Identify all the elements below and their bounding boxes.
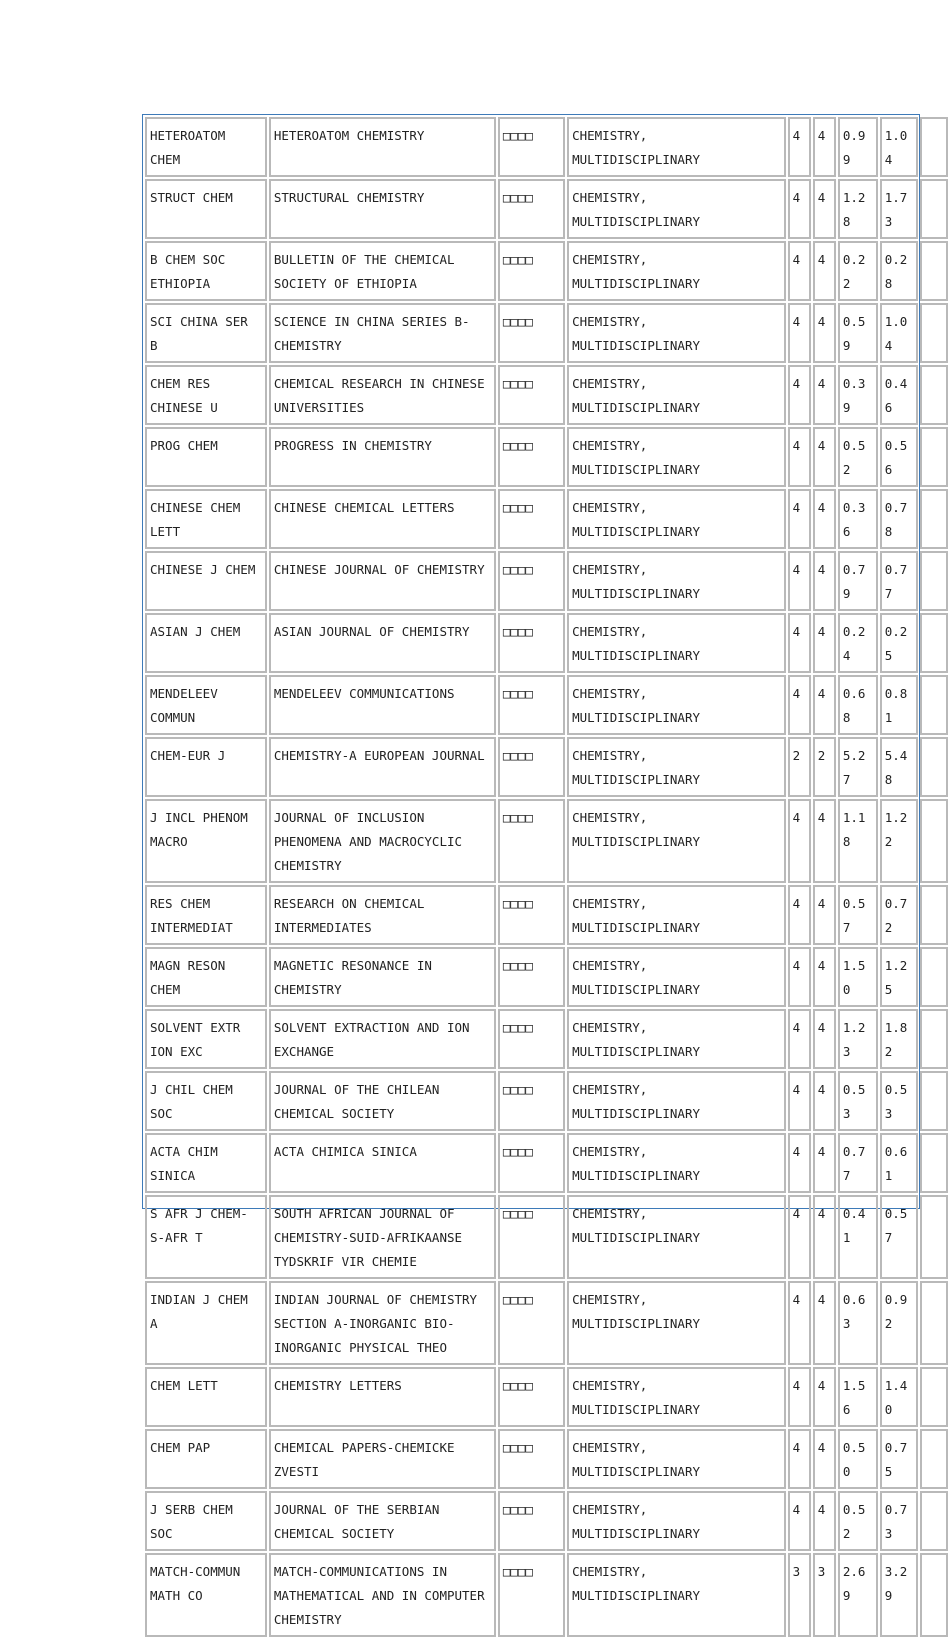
empty-cell — [920, 427, 948, 487]
impact-factor-2-cell: 0.75 — [880, 1429, 918, 1489]
table-row — [145, 303, 948, 363]
category-cell: □□□□ — [498, 1429, 565, 1489]
quartile-1-cell: 4 — [788, 1009, 811, 1069]
journal-title-cell: STRUCTURAL CHEMISTRY — [269, 179, 496, 239]
impact-factor-2-cell: 1.40 — [880, 1367, 918, 1427]
empty-cell — [920, 365, 948, 425]
impact-factor-2-cell: 0.72 — [880, 885, 918, 945]
quartile-2-cell: 4 — [813, 1195, 836, 1279]
journal-title-cell: CHINESE CHEMICAL LETTERS — [269, 489, 496, 549]
subject-field-cell: CHEMISTRY, MULTIDISCIPLINARY — [567, 1429, 786, 1489]
subject-field-cell: CHEMISTRY, MULTIDISCIPLINARY — [567, 489, 786, 549]
quartile-1-cell: 4 — [788, 365, 811, 425]
quartile-1-cell: 4 — [788, 613, 811, 673]
subject-field-cell: CHEMISTRY, MULTIDISCIPLINARY — [567, 1133, 786, 1193]
quartile-1-cell: 4 — [788, 675, 811, 735]
quartile-1-cell: 4 — [788, 1071, 811, 1131]
quartile-2-cell: 4 — [813, 1367, 836, 1427]
subject-field-cell: CHEMISTRY, MULTIDISCIPLINARY — [567, 1281, 786, 1365]
journal-title-cell: PROGRESS IN CHEMISTRY — [269, 427, 496, 487]
impact-factor-2-cell: 1.04 — [880, 303, 918, 363]
impact-factor-1-cell: 2.69 — [838, 1553, 878, 1637]
impact-factor-1-cell: 0.57 — [838, 885, 878, 945]
category-cell: □□□□ — [498, 1367, 565, 1427]
table-row — [145, 1281, 948, 1365]
quartile-2-cell: 4 — [813, 241, 836, 301]
impact-factor-1-cell: 0.77 — [838, 1133, 878, 1193]
impact-factor-2-cell: 0.81 — [880, 675, 918, 735]
journal-title-cell: SOLVENT EXTRACTION AND ION EXCHANGE — [269, 1009, 496, 1069]
category-cell: □□□□ — [498, 365, 565, 425]
category-cell: □□□□ — [498, 799, 565, 883]
empty-cell — [920, 551, 948, 611]
impact-factor-1-cell: 0.22 — [838, 241, 878, 301]
quartile-1-cell: 3 — [788, 1553, 811, 1637]
quartile-2-cell: 4 — [813, 117, 836, 177]
quartile-1-cell: 4 — [788, 117, 811, 177]
journal-title-cell: CHEMISTRY-A EUROPEAN JOURNAL — [269, 737, 496, 797]
subject-field-cell: CHEMISTRY, MULTIDISCIPLINARY — [567, 1553, 786, 1637]
impact-factor-2-cell: 0.92 — [880, 1281, 918, 1365]
category-cell: □□□□ — [498, 427, 565, 487]
category-cell: □□□□ — [498, 117, 565, 177]
journal-abbreviation-cell: INDIAN J CHEM A — [145, 1281, 267, 1365]
subject-field-cell: CHEMISTRY, MULTIDISCIPLINARY — [567, 885, 786, 945]
journal-abbreviation-cell: PROG CHEM — [145, 427, 267, 487]
quartile-1-cell: 4 — [788, 1195, 811, 1279]
journal-abbreviation-cell: MENDELEEV COMMUN — [145, 675, 267, 735]
quartile-2-cell: 4 — [813, 947, 836, 1007]
journal-title-cell: JOURNAL OF INCLUSION PHENOMENA AND MACROCYCLIC CHEMISTRY — [269, 799, 496, 883]
empty-cell — [920, 947, 948, 1007]
subject-field-cell: CHEMISTRY, MULTIDISCIPLINARY — [567, 675, 786, 735]
category-cell: □□□□ — [498, 1195, 565, 1279]
journal-title-cell: BULLETIN OF THE CHEMICAL SOCIETY OF ETHIOPIA — [269, 241, 496, 301]
category-cell: □□□□ — [498, 1133, 565, 1193]
impact-factor-2-cell: 1.73 — [880, 179, 918, 239]
impact-factor-2-cell: 1.82 — [880, 1009, 918, 1069]
quartile-1-cell: 4 — [788, 799, 811, 883]
table-row — [145, 1553, 948, 1637]
impact-factor-2-cell: 0.56 — [880, 427, 918, 487]
journal-title-cell: RESEARCH ON CHEMICAL INTERMEDIATES — [269, 885, 496, 945]
empty-cell — [920, 675, 948, 735]
journal-title-cell: JOURNAL OF THE CHILEAN CHEMICAL SOCIETY — [269, 1071, 496, 1131]
subject-field-cell: CHEMISTRY, MULTIDISCIPLINARY — [567, 947, 786, 1007]
empty-cell — [920, 1071, 948, 1131]
subject-field-cell: CHEMISTRY, MULTIDISCIPLINARY — [567, 241, 786, 301]
journal-table — [143, 115, 950, 1639]
subject-field-cell: CHEMISTRY, MULTIDISCIPLINARY — [567, 1367, 786, 1427]
journal-title-cell: INDIAN JOURNAL OF CHEMISTRY SECTION A-INORGANIC BIO-INORGANIC PHYSICAL THEO — [269, 1281, 496, 1365]
category-cell: □□□□ — [498, 613, 565, 673]
journal-abbreviation-cell: MATCH-COMMUN MATH CO — [145, 1553, 267, 1637]
category-cell: □□□□ — [498, 737, 565, 797]
journal-abbreviation-cell: J SERB CHEM SOC — [145, 1491, 267, 1551]
quartile-1-cell: 4 — [788, 1429, 811, 1489]
journal-abbreviation-cell: J INCL PHENOM MACRO — [145, 799, 267, 883]
impact-factor-1-cell: 5.27 — [838, 737, 878, 797]
table-row — [145, 241, 948, 301]
subject-field-cell: CHEMISTRY, MULTIDISCIPLINARY — [567, 365, 786, 425]
subject-field-cell: CHEMISTRY, MULTIDISCIPLINARY — [567, 1071, 786, 1131]
quartile-1-cell: 4 — [788, 1281, 811, 1365]
category-cell: □□□□ — [498, 1071, 565, 1131]
empty-cell — [920, 885, 948, 945]
table-row — [145, 1071, 948, 1131]
empty-cell — [920, 799, 948, 883]
quartile-1-cell: 4 — [788, 489, 811, 549]
journal-title-cell: MENDELEEV COMMUNICATIONS — [269, 675, 496, 735]
journal-abbreviation-cell: ASIAN J CHEM — [145, 613, 267, 673]
table-row — [145, 427, 948, 487]
impact-factor-2-cell: 3.29 — [880, 1553, 918, 1637]
quartile-2-cell: 4 — [813, 1009, 836, 1069]
impact-factor-1-cell: 0.36 — [838, 489, 878, 549]
impact-factor-1-cell: 0.41 — [838, 1195, 878, 1279]
quartile-2-cell: 4 — [813, 303, 836, 363]
category-cell: □□□□ — [498, 885, 565, 945]
impact-factor-1-cell: 0.68 — [838, 675, 878, 735]
subject-field-cell: CHEMISTRY, MULTIDISCIPLINARY — [567, 613, 786, 673]
quartile-1-cell: 4 — [788, 551, 811, 611]
impact-factor-1-cell: 1.18 — [838, 799, 878, 883]
journal-abbreviation-cell: STRUCT CHEM — [145, 179, 267, 239]
impact-factor-2-cell: 0.28 — [880, 241, 918, 301]
category-cell: □□□□ — [498, 1491, 565, 1551]
journal-abbreviation-cell: MAGN RESON CHEM — [145, 947, 267, 1007]
empty-cell — [920, 1553, 948, 1637]
journal-abbreviation-cell: RES CHEM INTERMEDIAT — [145, 885, 267, 945]
impact-factor-2-cell: 1.25 — [880, 947, 918, 1007]
quartile-2-cell: 4 — [813, 1281, 836, 1365]
quartile-2-cell: 3 — [813, 1553, 836, 1637]
impact-factor-1-cell: 0.79 — [838, 551, 878, 611]
journal-abbreviation-cell: SOLVENT EXTR ION EXC — [145, 1009, 267, 1069]
journal-abbreviation-cell: CHINESE J CHEM — [145, 551, 267, 611]
impact-factor-1-cell: 0.63 — [838, 1281, 878, 1365]
journal-title-cell: CHINESE JOURNAL OF CHEMISTRY — [269, 551, 496, 611]
subject-field-cell: CHEMISTRY, MULTIDISCIPLINARY — [567, 737, 786, 797]
table-row — [145, 947, 948, 1007]
table-row — [145, 117, 948, 177]
impact-factor-2-cell: 0.46 — [880, 365, 918, 425]
table-row — [145, 551, 948, 611]
category-cell: □□□□ — [498, 947, 565, 1007]
empty-cell — [920, 1367, 948, 1427]
quartile-1-cell: 4 — [788, 241, 811, 301]
quartile-1-cell: 4 — [788, 947, 811, 1007]
subject-field-cell: CHEMISTRY, MULTIDISCIPLINARY — [567, 799, 786, 883]
empty-cell — [920, 737, 948, 797]
quartile-1-cell: 4 — [788, 1491, 811, 1551]
quartile-2-cell: 4 — [813, 675, 836, 735]
category-cell: □□□□ — [498, 1281, 565, 1365]
category-cell: □□□□ — [498, 675, 565, 735]
quartile-2-cell: 4 — [813, 427, 836, 487]
journal-abbreviation-cell: J CHIL CHEM SOC — [145, 1071, 267, 1131]
category-cell: □□□□ — [498, 1553, 565, 1637]
impact-factor-2-cell: 5.48 — [880, 737, 918, 797]
journal-title-cell: SCIENCE IN CHINA SERIES B-CHEMISTRY — [269, 303, 496, 363]
category-cell: □□□□ — [498, 551, 565, 611]
impact-factor-2-cell: 1.04 — [880, 117, 918, 177]
impact-factor-1-cell: 1.50 — [838, 947, 878, 1007]
subject-field-cell: CHEMISTRY, MULTIDISCIPLINARY — [567, 1195, 786, 1279]
subject-field-cell: CHEMISTRY, MULTIDISCIPLINARY — [567, 303, 786, 363]
journal-title-cell: ASIAN JOURNAL OF CHEMISTRY — [269, 613, 496, 673]
journal-abbreviation-cell: ACTA CHIM SINICA — [145, 1133, 267, 1193]
empty-cell — [920, 303, 948, 363]
journal-abbreviation-cell: CHINESE CHEM LETT — [145, 489, 267, 549]
journal-abbreviation-cell: B CHEM SOC ETHIOPIA — [145, 241, 267, 301]
impact-factor-1-cell: 0.39 — [838, 365, 878, 425]
journal-abbreviation-cell: CHEM PAP — [145, 1429, 267, 1489]
impact-factor-2-cell: 0.73 — [880, 1491, 918, 1551]
quartile-2-cell: 4 — [813, 1491, 836, 1551]
journal-title-cell: MATCH-COMMUNICATIONS IN MATHEMATICAL AND IN COMPUTER CHEMISTRY — [269, 1553, 496, 1637]
impact-factor-1-cell: 0.52 — [838, 1491, 878, 1551]
empty-cell — [920, 241, 948, 301]
impact-factor-2-cell: 0.77 — [880, 551, 918, 611]
empty-cell — [920, 1133, 948, 1193]
table-row — [145, 1491, 948, 1551]
impact-factor-2-cell: 1.22 — [880, 799, 918, 883]
table-row — [145, 885, 948, 945]
journal-abbreviation-cell: CHEM-EUR J — [145, 737, 267, 797]
category-cell: □□□□ — [498, 1009, 565, 1069]
quartile-1-cell: 4 — [788, 885, 811, 945]
impact-factor-1-cell: 0.24 — [838, 613, 878, 673]
quartile-2-cell: 4 — [813, 551, 836, 611]
table-row — [145, 799, 948, 883]
table-row — [145, 613, 948, 673]
quartile-2-cell: 4 — [813, 1133, 836, 1193]
subject-field-cell: CHEMISTRY, MULTIDISCIPLINARY — [567, 1491, 786, 1551]
journal-title-cell: SOUTH AFRICAN JOURNAL OF CHEMISTRY-SUID-AFRIKAANSE TYDSKRIF VIR CHEMIE — [269, 1195, 496, 1279]
impact-factor-1-cell: 0.52 — [838, 427, 878, 487]
empty-cell — [920, 1009, 948, 1069]
impact-factor-2-cell: 0.78 — [880, 489, 918, 549]
empty-cell — [920, 1491, 948, 1551]
subject-field-cell: CHEMISTRY, MULTIDISCIPLINARY — [567, 1009, 786, 1069]
journal-abbreviation-cell: HETEROATOM CHEM — [145, 117, 267, 177]
category-cell: □□□□ — [498, 303, 565, 363]
quartile-2-cell: 4 — [813, 1071, 836, 1131]
journal-abbreviation-cell: CHEM RES CHINESE U — [145, 365, 267, 425]
journal-title-cell: ACTA CHIMICA SINICA — [269, 1133, 496, 1193]
table-row — [145, 675, 948, 735]
category-cell: □□□□ — [498, 241, 565, 301]
category-cell: □□□□ — [498, 489, 565, 549]
table-row — [145, 365, 948, 425]
quartile-1-cell: 4 — [788, 179, 811, 239]
journal-abbreviation-cell: S AFR J CHEM-S-AFR T — [145, 1195, 267, 1279]
impact-factor-2-cell: 0.57 — [880, 1195, 918, 1279]
table-row — [145, 489, 948, 549]
table-row — [145, 737, 948, 797]
quartile-2-cell: 4 — [813, 1429, 836, 1489]
impact-factor-1-cell: 1.23 — [838, 1009, 878, 1069]
empty-cell — [920, 489, 948, 549]
impact-factor-1-cell: 0.53 — [838, 1071, 878, 1131]
journal-abbreviation-cell: CHEM LETT — [145, 1367, 267, 1427]
impact-factor-2-cell: 0.61 — [880, 1133, 918, 1193]
subject-field-cell: CHEMISTRY, MULTIDISCIPLINARY — [567, 427, 786, 487]
empty-cell — [920, 613, 948, 673]
subject-field-cell: CHEMISTRY, MULTIDISCIPLINARY — [567, 179, 786, 239]
table-row — [145, 1367, 948, 1427]
quartile-2-cell: 4 — [813, 885, 836, 945]
quartile-1-cell: 4 — [788, 1367, 811, 1427]
impact-factor-2-cell: 0.25 — [880, 613, 918, 673]
impact-factor-1-cell: 1.28 — [838, 179, 878, 239]
empty-cell — [920, 1195, 948, 1279]
impact-factor-1-cell: 0.59 — [838, 303, 878, 363]
journal-abbreviation-cell: SCI CHINA SER B — [145, 303, 267, 363]
quartile-1-cell: 4 — [788, 303, 811, 363]
quartile-2-cell: 4 — [813, 799, 836, 883]
table-row — [145, 1009, 948, 1069]
quartile-1-cell: 4 — [788, 1133, 811, 1193]
category-cell: □□□□ — [498, 179, 565, 239]
subject-field-cell: CHEMISTRY, MULTIDISCIPLINARY — [567, 551, 786, 611]
impact-factor-1-cell: 0.99 — [838, 117, 878, 177]
impact-factor-1-cell: 0.50 — [838, 1429, 878, 1489]
journal-title-cell: MAGNETIC RESONANCE IN CHEMISTRY — [269, 947, 496, 1007]
impact-factor-2-cell: 0.53 — [880, 1071, 918, 1131]
quartile-1-cell: 4 — [788, 427, 811, 487]
table-row — [145, 1195, 948, 1279]
journal-title-cell: CHEMISTRY LETTERS — [269, 1367, 496, 1427]
table-body — [145, 117, 948, 1637]
empty-cell — [920, 179, 948, 239]
journal-title-cell: JOURNAL OF THE SERBIAN CHEMICAL SOCIETY — [269, 1491, 496, 1551]
journal-title-cell: CHEMICAL PAPERS-CHEMICKE ZVESTI — [269, 1429, 496, 1489]
quartile-2-cell: 2 — [813, 737, 836, 797]
quartile-2-cell: 4 — [813, 179, 836, 239]
impact-factor-1-cell: 1.56 — [838, 1367, 878, 1427]
quartile-2-cell: 4 — [813, 365, 836, 425]
empty-cell — [920, 1281, 948, 1365]
table-row — [145, 179, 948, 239]
quartile-2-cell: 4 — [813, 489, 836, 549]
quartile-1-cell: 2 — [788, 737, 811, 797]
empty-cell — [920, 1429, 948, 1489]
table-row — [145, 1133, 948, 1193]
subject-field-cell: CHEMISTRY, MULTIDISCIPLINARY — [567, 117, 786, 177]
journal-title-cell: CHEMICAL RESEARCH IN CHINESE UNIVERSITIES — [269, 365, 496, 425]
table-row — [145, 1429, 948, 1489]
quartile-2-cell: 4 — [813, 613, 836, 673]
empty-cell — [920, 117, 948, 177]
journal-title-cell: HETEROATOM CHEMISTRY — [269, 117, 496, 177]
